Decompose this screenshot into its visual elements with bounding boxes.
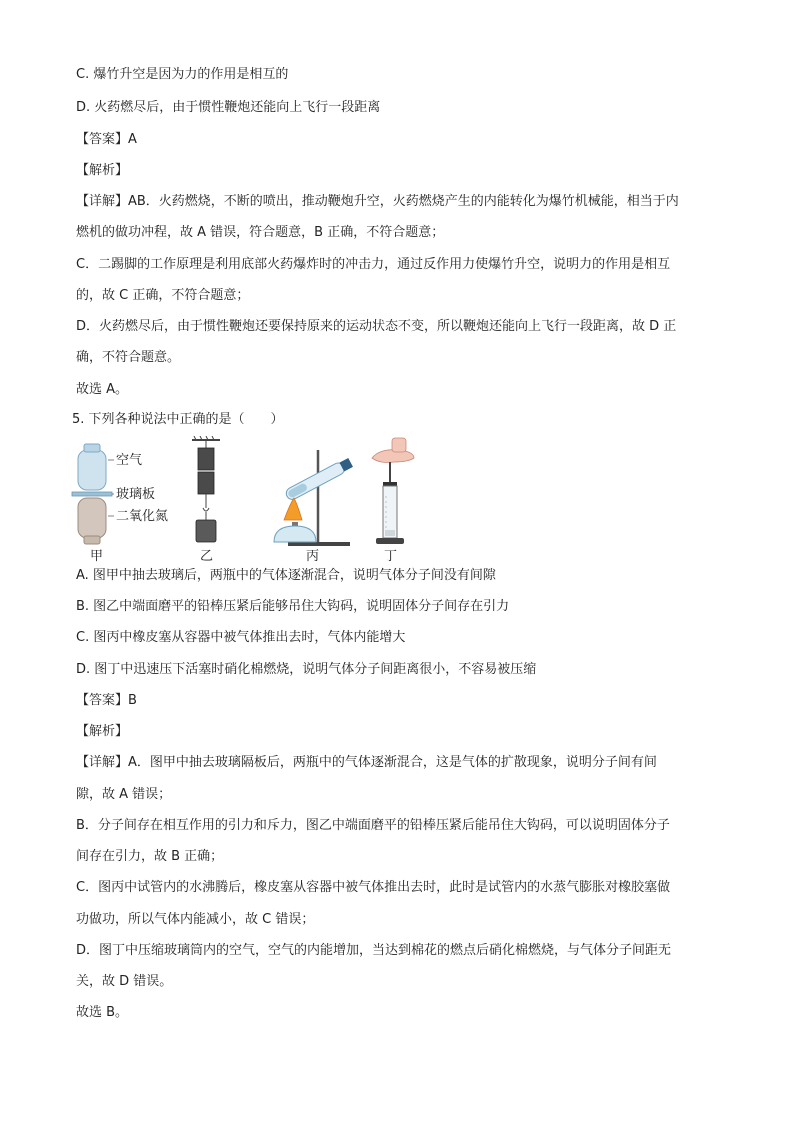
- q4-detail-line: C．二踢脚的工作原理是利用底部火药爆炸时的冲击力，通过反作用力使爆竹升空，说明力的作用是相互: [76, 257, 671, 272]
- label-air: 空气: [116, 453, 143, 468]
- q5-detail-line: 关，故 D 错误。: [76, 974, 173, 989]
- q5-detail-line: 功做功，所以气体内能减小，故 C 错误；: [76, 912, 315, 927]
- label-jia: 甲: [90, 549, 104, 564]
- q5-answer: 【答案】B: [76, 693, 137, 708]
- q4-analysis-label: 【解析】: [76, 163, 129, 178]
- q5-conclusion: 故选 B。: [76, 1005, 129, 1020]
- label-no2: 二氧化氮: [116, 509, 169, 524]
- test-tube-figure: [274, 450, 353, 564]
- diffusion-bottles-figure: [72, 444, 168, 564]
- lead-rods-figure: [192, 436, 220, 564]
- q5-option-a: A. 图甲中抽去玻璃后，两瓶中的气体逐渐混合，说明气体分子间没有间隙: [76, 568, 496, 583]
- q5-detail-line: 隙，故 A 错误；: [76, 787, 172, 802]
- q5-detail-line: C．图丙中试管内的水沸腾后，橡皮塞从容器中被气体推出去时，此时是试管内的水蒸气膨胀对橡胶塞做: [76, 880, 671, 895]
- q5-figure-illustrations: [70, 436, 490, 566]
- q4-detail-line: D．火药燃尽后，由于惯性鞭炮还要保持原来的运动状态不变，所以鞭炮还能向上飞行一段距离，故 D 正: [76, 319, 677, 334]
- q5-detail-line: 间存在引力，故 B 正确；: [76, 849, 224, 864]
- q4-detail-line: 【详解】AB．火药燃烧，不断的喷出，推动鞭炮升空，火药燃烧产生的内能转化为爆竹机械能，相当于内: [76, 194, 679, 209]
- q4-detail-line: 燃机的做功冲程，故 A 错误，符合题意，B 正确，不符合题意；: [76, 225, 445, 240]
- q5-option-b: B. 图乙中端面磨平的铅棒压紧后能够吊住大钩码，说明固体分子间存在引力: [76, 599, 510, 614]
- q5-stem: 5. 下列各种说法中正确的是（ ）: [72, 412, 284, 427]
- label-yi: 乙: [200, 549, 214, 564]
- q4-option-c: C. 爆竹升空是因为力的作用是相互的: [76, 67, 289, 82]
- q4-conclusion: 故选 A。: [76, 382, 129, 397]
- label-glass-plate: 玻璃板: [116, 487, 156, 502]
- q4-option-d: D. 火药燃尽后，由于惯性鞭炮还能向上飞行一段距离: [76, 100, 381, 115]
- q5-option-d: D. 图丁中迅速压下活塞时硝化棉燃烧，说明气体分子间距离很小，不容易被压缩: [76, 662, 537, 677]
- q4-detail-line: 的，故 C 正确，不符合题意；: [76, 288, 250, 303]
- q5-detail-line: D．图丁中压缩玻璃筒内的空气，空气的内能增加，当达到棉花的燃点后硝化棉燃烧，与气体分子间距无: [76, 943, 672, 958]
- q4-answer: 【答案】A: [76, 132, 137, 147]
- q4-detail-line: 确，不符合题意。: [76, 350, 181, 365]
- q5-figures: [70, 436, 490, 566]
- q5-detail-line: B．分子间存在相互作用的引力和斥力，图乙中端面磨平的铅棒压紧后能吊住大钩码，可以说明固体分子: [76, 818, 670, 833]
- label-ding: 丁: [384, 549, 398, 564]
- piston-cylinder-figure: [372, 438, 414, 564]
- q5-analysis-label: 【解析】: [76, 724, 129, 739]
- label-bing: 丙: [306, 549, 320, 564]
- q5-option-c: C. 图丙中橡皮塞从容器中被气体推出去时，气体内能增大: [76, 630, 406, 645]
- q5-detail-line: 【详解】A．图甲中抽去玻璃隔板后，两瓶中的气体逐渐混合，这是气体的扩散现象，说明分子间有间: [76, 755, 657, 770]
